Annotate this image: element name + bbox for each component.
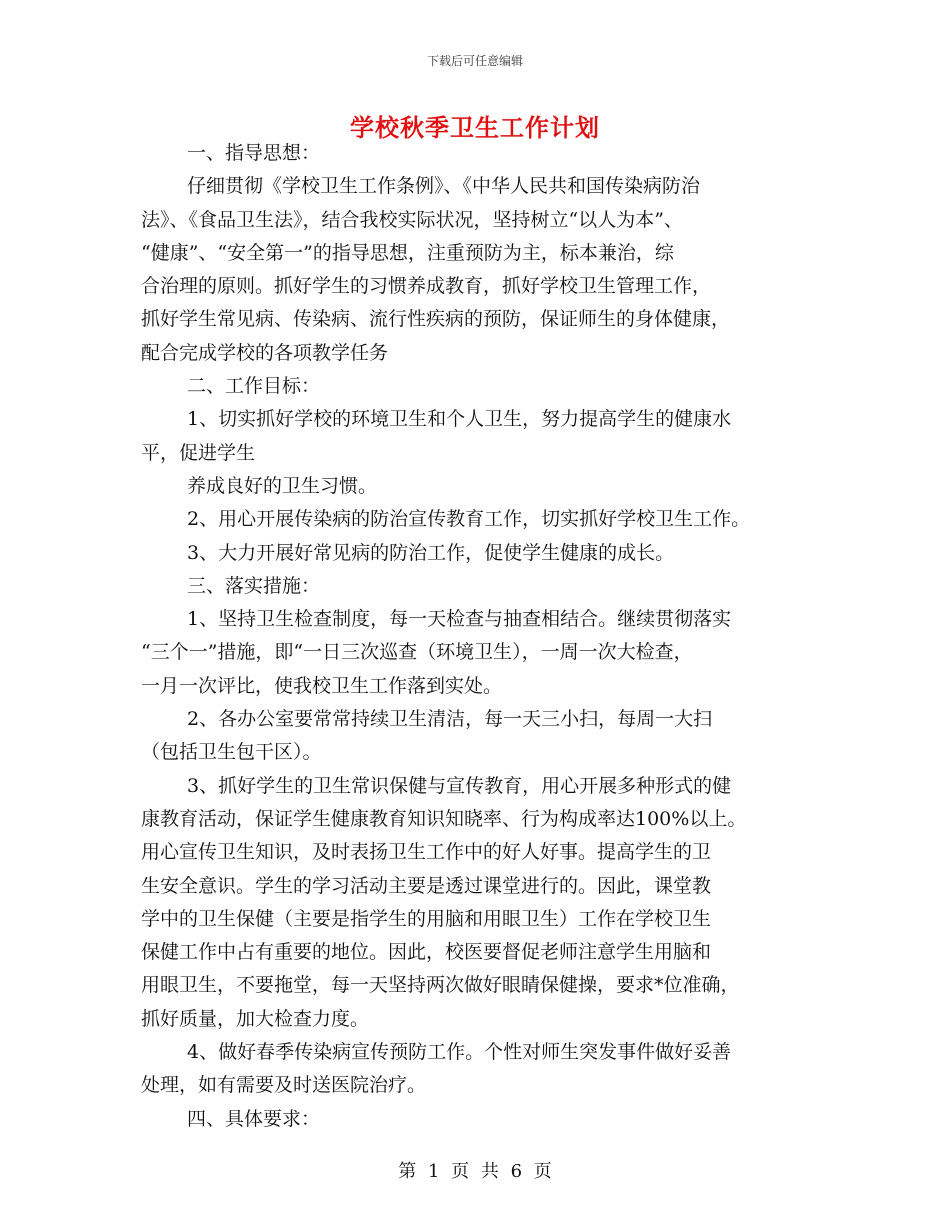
paragraph-line: 用眼卫生，不要拖堂，每一天坚持两次做好眼睛保健操，要求*位准确，	[141, 974, 740, 997]
paragraph-line: 保健工作中占有重要的地位。因此，校医要督促老师注意学生用脑和	[141, 941, 712, 964]
heading-measures: 三、落实措施：	[187, 574, 321, 597]
paragraph-line: “三个一”措施，即“一日三次巡查（环境卫生），一周一次大检查，	[141, 641, 693, 664]
paragraph-line: 生安全意识。学生的学习活动主要是透过课堂进行的。因此，课堂教	[141, 874, 712, 897]
paragraph-line: 康教育活动，保证学生健康教育知识知晓率、行为构成率达100%以上。	[141, 807, 747, 830]
paragraph-line: 学中的卫生保健（主要是指学生的用脑和用眼卫生）工作在学校卫生	[141, 907, 712, 930]
document-title: 学校秋季卫生工作计划	[350, 113, 600, 142]
paragraph-line: 1、坚持卫生检查制度，每一天检查与抽查相结合。继续贯彻落实	[187, 608, 732, 631]
page-header: 下载后可任意编辑	[426, 54, 523, 68]
paragraph-line: 抓好质量，加大检查力度。	[141, 1007, 370, 1030]
document-body	[141, 137, 831, 1136]
paragraph-line: 抓好学生常见病、传染病、流行性疾病的预防，保证师生的身体健康，	[141, 308, 731, 331]
paragraph-line: 2、各办公室要常常持续卫生清洁，每一天三小扫，每周一大扫	[187, 708, 713, 731]
paragraph-line: 一月一次评比，使我校卫生工作落到实处。	[141, 674, 503, 697]
paragraph-line: 合治理的原则。抓好学生的习惯养成教育，抓好学校卫生管理工作，	[141, 275, 712, 298]
page-footer: 第 1 页 共 6 页	[398, 1161, 552, 1182]
paragraph-line: 2、用心开展传染病的防治宣传教育工作，切实抓好学校卫生工作。	[187, 508, 751, 531]
paragraph-line: 用心宣传卫生知识，及时表扬卫生工作中的好人好事。提高学生的卫	[141, 841, 712, 864]
paragraph-line: 3、抓好学生的卫生常识保健与宣传教育，用心开展多种形式的健	[187, 774, 732, 797]
paragraph-line: 3、大力开展好常见病的防治工作，促使学生健康的成长。	[187, 541, 675, 564]
paragraph-line: 仔细贯彻《学校卫生工作条例》、《中华人民共和国传染病防治	[187, 175, 701, 198]
heading-guiding-ideology: 一、指导思想：	[187, 142, 321, 164]
heading-specific-requirements: 四、具体要求：	[187, 1107, 321, 1130]
paragraph-line: 平，促进学生	[141, 441, 256, 464]
paragraph-line: 1、切实抓好学校的环境卫生和个人卫生，努力提高学生的健康水	[187, 408, 732, 431]
paragraph-line: 法》、《食品卫生法》，结合我校实际状况，坚持树立“以人为本”、	[141, 208, 683, 231]
paragraph-line: 4、做好春季传染病宣传预防工作。个性对师生突发事件做好妥善	[187, 1041, 732, 1064]
paragraph-line: 养成良好的卫生习惯。	[187, 474, 378, 497]
heading-work-goals: 二、工作目标：	[187, 375, 321, 398]
paragraph-line: 配合完成学校的各项教学任务	[141, 341, 389, 364]
paragraph-line: （包括卫生包干区）。	[141, 741, 322, 764]
paragraph-line: 处理，如有需要及时送医院治疗。	[141, 1074, 427, 1097]
paragraph-line: “健康”、“安全第一”的指导思想，注重预防为主，标本兼治，综	[141, 241, 674, 264]
